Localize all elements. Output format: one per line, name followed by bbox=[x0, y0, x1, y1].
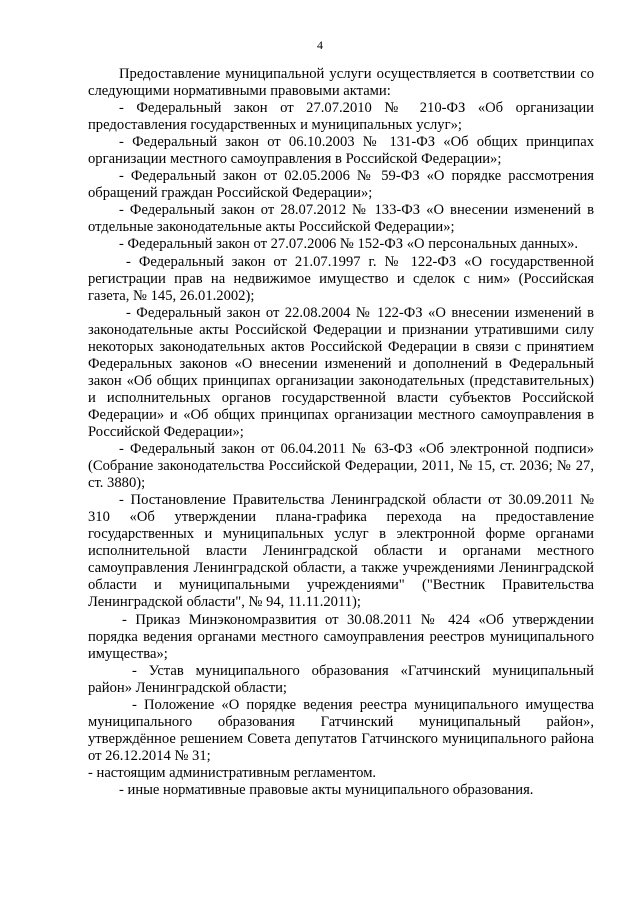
list-item: - Федеральный закон от 27.07.2006 № 152-ФЗ «О персональных данных». bbox=[119, 236, 579, 253]
list-item: - иные нормативные правовые акты муниципального образования. bbox=[119, 781, 534, 798]
intro-paragraph: Предоставление муниципальной услуги осуществляется в соответствии со следующими нормативными правовыми актами: bbox=[88, 66, 594, 100]
list-item: - Федеральный закон от 02.05.2006 № 59-ФЗ «О порядке рассмотрения обращений граждан Российской Федерации»; bbox=[88, 168, 594, 202]
list-item: - настоящим административным регламентом. bbox=[88, 764, 377, 781]
list-item: - Федеральный закон от 28.07.2012 № 133-ФЗ «О внесении изменений в отдельные законодательные акты Российской Федерации»; bbox=[88, 202, 594, 236]
list-item: - Федеральный закон от 21.07.1997 г. № 122-ФЗ «О государственной регистрации прав на недвижимое имущество и сделок с ним» (Российская газета, № 145, 26.01.2002); bbox=[88, 253, 594, 304]
list-item: - Положение «О порядке ведения реестра муниципального имущества муниципального образования Гатчинский муниципальный район», утверждённое решением Совета депутатов Гатчинского муниципального района от 26.12.2014 № 31; bbox=[88, 696, 594, 764]
list-item: - Федеральный закон от 06.04.2011 № 63-ФЗ «Об электронной подписи» (Собрание законодательства Российской Федерации, 2011, № 15, ст. 2036; № 27, ст. 3880); bbox=[88, 441, 594, 492]
list-item: - Федеральный закон от 27.07.2010 № 210-ФЗ «Об организации предоставления государственных и муниципальных услуг»; bbox=[88, 100, 594, 134]
list-item: - Приказ Минэкономразвития от 30.08.2011 № 424 «Об утверждении порядка ведения органами местного самоуправления реестров муниципального имущества»; bbox=[88, 611, 594, 662]
list-item: - Устав муниципального образования «Гатчинский муниципальный район» Ленинградской области; bbox=[88, 662, 594, 696]
list-item: - Федеральный закон от 22.08.2004 № 122-ФЗ «О внесении изменений в законодательные акты Российской Федерации и признании утратившими силу некоторых законодательных актов Российской Федерации в связи с принятием Федеральных законов «О внесении изменений и дополнений в Федеральный закон «Об общих принципах организации законодательных (представительных) и исполнительных органов государственной власти субъектов Российской Федерации» и «Об общих принципах организации местного самоуправления в Российской Федерации»; bbox=[88, 304, 594, 440]
list-item: - Федеральный закон от 06.10.2003 № 131-ФЗ «Об общих принципах организации местного самоуправления в Российской Федерации»; bbox=[88, 134, 594, 168]
document-body bbox=[88, 66, 594, 799]
list-item: - Постановление Правительства Ленинградской области от 30.09.2011 № 310 «Об утверждении плана-графика перехода на предоставление государственных и муниципальных услуг в электронной форме органами исполнительной власти Ленинградской области и органами местного самоуправления Ленинградской области, а также учреждениями Ленинградской области и муниципальными учреждениями" ("Вестник Правительства Ленинградской области", № 94, 11.11.2011); bbox=[88, 492, 594, 611]
page-number: 4 bbox=[317, 38, 323, 52]
